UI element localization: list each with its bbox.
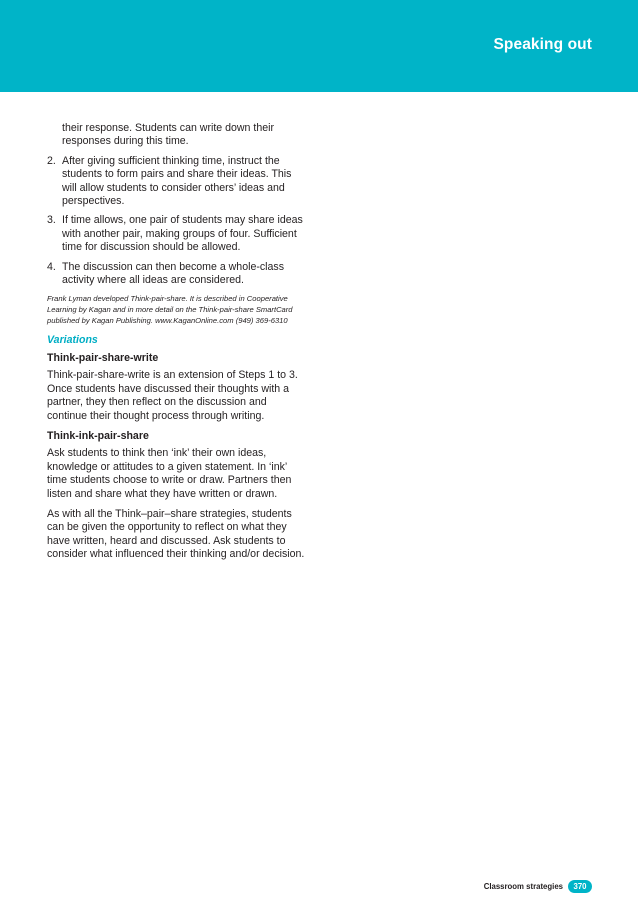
page-number-badge: 370: [568, 880, 592, 893]
step-continuation: [47, 122, 309, 149]
step-item: [47, 214, 309, 254]
variations-heading: Variations: [47, 334, 98, 347]
source-credit: Frank Lyman developed Think-pair-share. It is described in Cooperative Learning by Kagan and in more detail on the Think-pair-share SmartCard published by Kagan Publishing. www.KaganOnline.com (949) 369-6310: [47, 294, 293, 326]
step-text: their response. Students can write down their responses during this time.: [62, 122, 274, 148]
main-content: [47, 122, 309, 569]
step-text: After giving sufficient thinking time, instruct the students to form pairs and share their ideas. This will allow students to consider others’ ideas and perspectives.: [62, 154, 292, 208]
footer-label: Classroom strategies: [483, 881, 563, 891]
page-footer: [484, 879, 592, 893]
step-text: The discussion can then become a whole-class activity where all ideas are considered.: [62, 260, 284, 287]
variation-paragraph: Ask students to think then ‘ink’ their own ideas, knowledge or attitudes to a given statement. In ‘ink’ time students choose to write or draw. Partners then listen and share what they have written or drawn.: [47, 447, 292, 500]
header-band: [0, 0, 638, 92]
step-number: 3.: [47, 214, 56, 227]
step-text: If time allows, one pair of students may share ideas with another pair, making groups of four. Sufficient time for discussion should be allowed.: [62, 214, 303, 254]
variation-title: Think-ink-pair-share: [47, 429, 149, 442]
variation-paragraph: Think-pair-share-write is an extension of Steps 1 to 3. Once students have discussed their thoughts with a partner, they then reflect on the discussion and continue their thought process through writing.: [47, 369, 298, 422]
step-number: 2.: [47, 154, 56, 167]
step-item: [47, 261, 309, 288]
step-number: 4.: [47, 260, 56, 273]
variation-title: Think-pair-share-write: [47, 351, 159, 364]
step-item: [47, 155, 309, 209]
variation-paragraph: As with all the Think–pair–share strategies, students can be given the opportunity to reflect on what they have written, heard and discussed. Ask students to consider what influenced their thinking and/or decision.: [47, 507, 305, 561]
section-title: Speaking out: [493, 36, 592, 53]
